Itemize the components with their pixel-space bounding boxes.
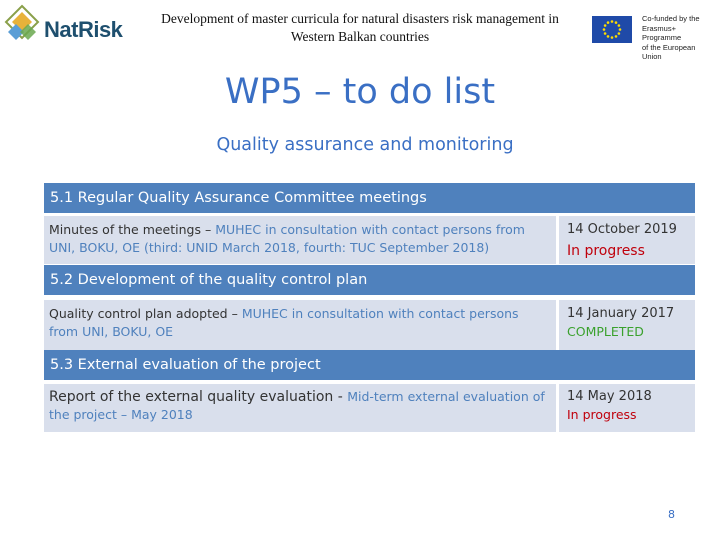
page-title: WP5 – to do list bbox=[224, 72, 496, 112]
section-header-5-3: 5.3 External evaluation of the project bbox=[44, 350, 695, 380]
logo-text: NatRisk bbox=[44, 17, 123, 42]
status-cell bbox=[559, 384, 695, 432]
table-row bbox=[44, 300, 695, 350]
task-cell bbox=[44, 216, 556, 264]
header-title-line1: Development of master curricula for natural disasters risk management in bbox=[161, 11, 559, 26]
section-header-5-2: 5.2 Development of the quality control plan bbox=[44, 265, 695, 295]
natrisk-logo bbox=[4, 4, 124, 48]
eu-text-line1: Co-funded by the bbox=[642, 14, 700, 23]
task-prefix: Quality control plan adopted – bbox=[49, 306, 242, 321]
task-prefix: Minutes of the meetings – bbox=[49, 222, 216, 237]
eu-cofunded-logo bbox=[592, 14, 712, 61]
page-subtitle: Quality assurance and monitoring bbox=[216, 135, 514, 155]
natrisk-logo-icon bbox=[4, 4, 44, 48]
eu-text-line2: Erasmus+ Programme bbox=[642, 23, 682, 42]
page-number: 8 bbox=[668, 508, 675, 521]
task-cell bbox=[44, 384, 556, 432]
status-cell bbox=[559, 216, 695, 264]
status-badge: In progress bbox=[567, 243, 645, 259]
due-date: 14 May 2018 bbox=[567, 389, 652, 404]
task-prefix: Report of the external quality evaluation - bbox=[49, 389, 348, 405]
eu-text-line3: of the European Union bbox=[642, 42, 696, 61]
section-header-5-1: 5.1 Regular Quality Assurance Committee meetings bbox=[44, 183, 695, 213]
status-badge: In progress bbox=[567, 407, 637, 422]
due-date: 14 October 2019 bbox=[567, 222, 677, 237]
status-badge: COMPLETED bbox=[567, 324, 644, 339]
task-cell bbox=[44, 300, 556, 350]
eu-text bbox=[642, 14, 712, 62]
status-cell bbox=[559, 300, 695, 350]
due-date: 14 January 2017 bbox=[567, 306, 675, 321]
task-detail: MUHEC in consultation with contact persons from UNI, BOKU, OE bbox=[49, 306, 519, 339]
table-row bbox=[44, 216, 695, 264]
table-row bbox=[44, 384, 695, 432]
task-detail: MUHEC in consultation with contact persons from UNI, BOKU, OE (third: UNID March 2018, fourth: TUC September 2018) bbox=[49, 222, 525, 255]
header-title bbox=[150, 10, 570, 46]
task-detail: Mid-term external evaluation of the project – May 2018 bbox=[49, 389, 545, 422]
eu-flag-icon bbox=[592, 16, 632, 43]
header-title-line2: Western Balkan countries bbox=[290, 29, 430, 44]
